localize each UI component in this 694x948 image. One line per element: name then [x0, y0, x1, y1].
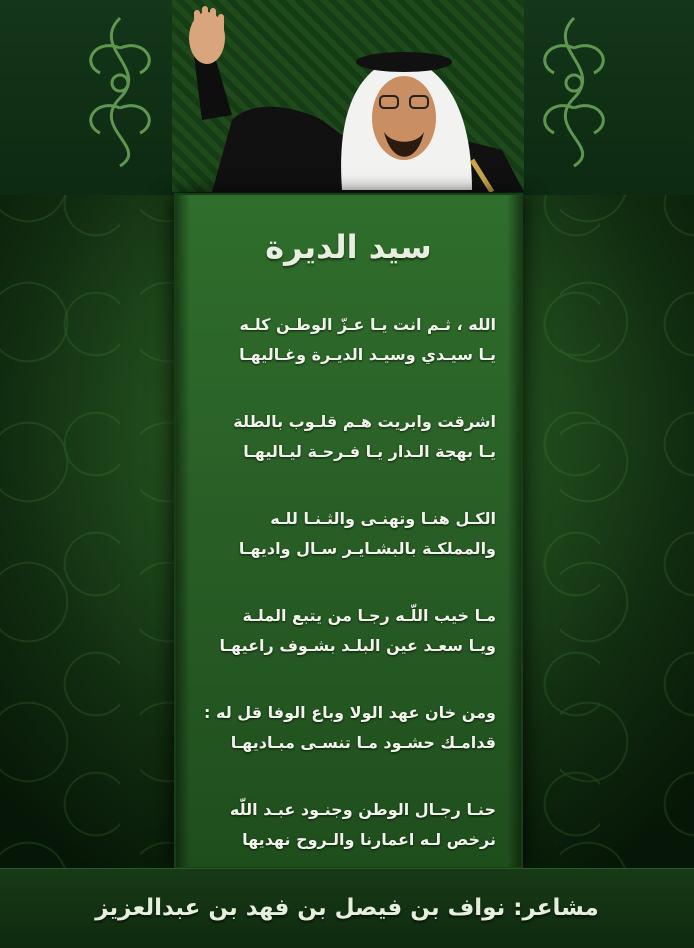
verse-line: قدامـك حشـود مـا تنسـى مبـاديهـا	[230, 733, 496, 752]
verse-line: الكـل هنـا وتهنـى والثـنـا للـه	[270, 509, 496, 528]
verse-line: الله ، ثـم انت يـا عـزّ الوطـن كلـه	[239, 315, 496, 334]
ornament-left-icon	[60, 8, 180, 168]
verse-line: حنـا رجـال الوطن وجنـود عبـد اللّه	[229, 800, 496, 819]
stanza	[196, 795, 496, 855]
stanza	[196, 310, 496, 370]
panel-shadow-left	[176, 195, 190, 867]
verse-line: والمملكـة بالبشـايـر سـال واديهـا	[238, 539, 496, 558]
author-credit: مشاعر: نواف بن فيصل بن فهد بن عبدالعزيز	[95, 895, 599, 921]
poem-title: سيد الديرة	[265, 228, 432, 266]
verse-line: ويـا سعـد عين البلـد بشـوف راعيهـا	[219, 636, 496, 655]
verse-line: اشرقت وابريت هـم قلـوب بالطلة	[233, 412, 496, 431]
verse-line: يـا سيـدي وسيـد الديـرة وغـاليهـا	[239, 345, 496, 364]
verse-line: ومن خان عهد الولا وباع الوفا قل له :	[204, 703, 496, 722]
stanza	[196, 504, 496, 564]
portrait-figure	[172, 0, 524, 192]
verse-line: يـا بهجة الـدار يـا فـرحـة ليـاليهـا	[243, 442, 496, 461]
verse-line: نرخص لـه اعمارنا والـروح نهديها	[242, 830, 496, 849]
stanza	[196, 601, 496, 661]
ornament-right-icon	[514, 8, 634, 168]
stanza	[196, 698, 496, 758]
stanza	[196, 407, 496, 467]
poem-body	[196, 310, 496, 892]
panel-shadow-right	[507, 195, 521, 867]
verse-line: مـا خيب اللّـه رجـا من يتبع الملـة	[242, 606, 496, 625]
